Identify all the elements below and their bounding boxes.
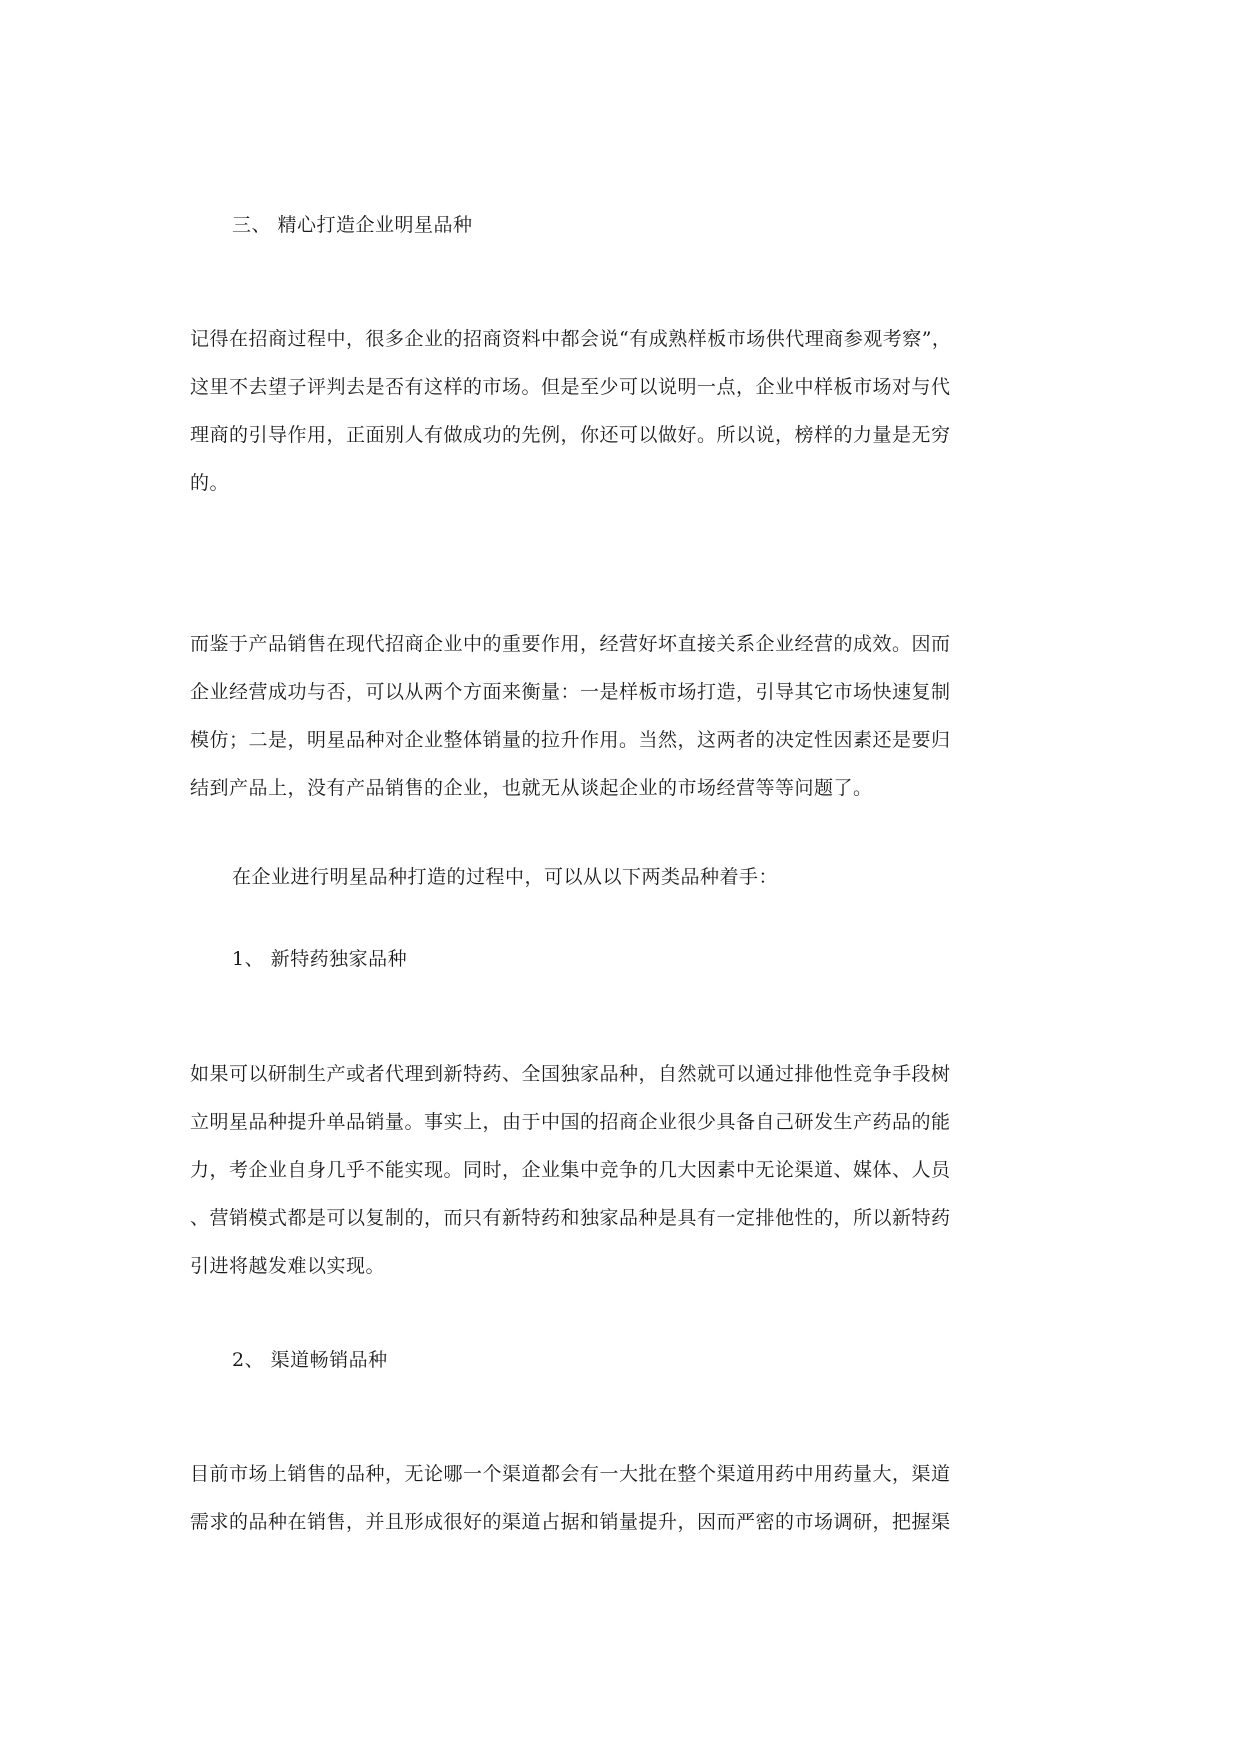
paragraph-line: 、营销模式都是可以复制的，而只有新特药和独家品种是具有一定排他性的，所以新特药 bbox=[190, 1207, 951, 1229]
paragraph-line: 在企业进行明星品种打造的过程中，可以从以下两类品种着手： bbox=[232, 866, 779, 888]
paragraph-line: 理商的引导作用，正面别人有做成功的先例，你还可以做好。所以说，榜样的力量是无穷 bbox=[190, 424, 951, 446]
paragraph-line: 结到产品上，没有产品销售的企业，也就无从谈起企业的市场经营等等问题了。 bbox=[190, 777, 873, 799]
paragraph-line: 模仿；二是，明星品种对企业整体销量的拉升作用。当然，这两者的决定性因素还是要归 bbox=[190, 729, 951, 751]
paragraph-line: 如果可以研制生产或者代理到新特药、全国独家品种，自然就可以通过排他性竞争手段树 bbox=[190, 1063, 951, 1085]
paragraph-2 bbox=[190, 620, 1048, 812]
paragraph-line: 力，考企业自身几乎不能实现。同时，企业集中竞争的几大因素中无论渠道、媒体、人员 bbox=[190, 1159, 951, 1181]
paragraph-line: 立明星品种提升单品销量。事实上，由于中国的招商企业很少具备自己研发生产药品的能 bbox=[190, 1111, 951, 1133]
item-heading-1: 1、 新特药独家品种 bbox=[232, 948, 408, 970]
paragraph-line: 而鉴于产品销售在现代招商企业中的重要作用，经营好坏直接关系企业经营的成效。因而 bbox=[190, 633, 951, 655]
paragraph-1 bbox=[190, 315, 1048, 507]
paragraph-4 bbox=[190, 1050, 1048, 1290]
paragraph-line: 企业经营成功与否，可以从两个方面来衡量：一是样板市场打造，引导其它市场快速复制 bbox=[190, 681, 951, 703]
paragraph-line: 引进将越发难以实现。 bbox=[190, 1255, 386, 1277]
paragraph-line: 记得在招商过程中，很多企业的招商资料中都会说“有成熟样板市场供代理商参观考察”， bbox=[190, 328, 952, 350]
item-heading-2: 2、 渠道畅销品种 bbox=[232, 1349, 388, 1371]
paragraph-line: 的。 bbox=[190, 472, 230, 494]
paragraph-line: 目前市场上销售的品种，无论哪一个渠道都会有一大批在整个渠道用药中用药量大，渠道 bbox=[190, 1463, 951, 1485]
section-heading: 三、 精心打造企业明星品种 bbox=[232, 214, 473, 236]
paragraph-line: 这里不去望子评判去是否有这样的市场。但是至少可以说明一点，企业中样板市场对与代 bbox=[190, 376, 951, 398]
paragraph-5 bbox=[190, 1450, 1048, 1546]
paragraph-line: 需求的品种在销售，并且形成很好的渠道占据和销量提升，因而严密的市场调研，把握渠 bbox=[190, 1511, 951, 1533]
paragraph-3 bbox=[232, 853, 1048, 901]
